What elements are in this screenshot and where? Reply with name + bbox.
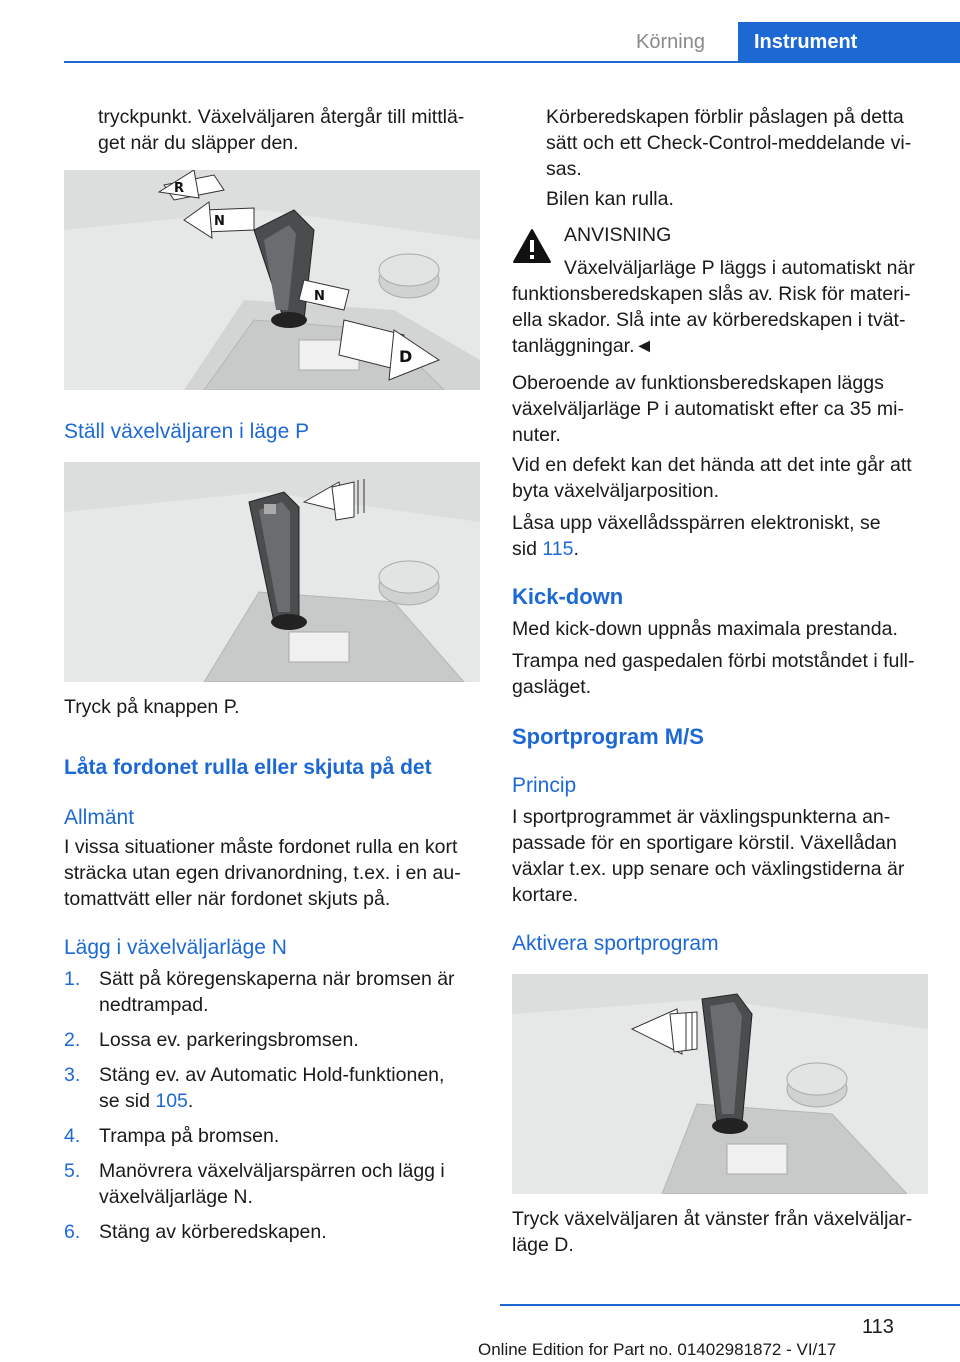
roll-text: Bilen kan rulla.: [546, 188, 674, 210]
principle-text: I sportprogrammet är växlingspunkterna an- passade för en sportigare körstil. Växellådan växlar t.ex. upp senare och växlingstiderna är kortare.: [512, 806, 905, 906]
label-n-lower: N: [314, 289, 325, 304]
list-item: 3. Stäng ev. av Automatic Hold-funktionen, se sid 105.: [64, 1064, 445, 1112]
heading-activate: Aktivera sportprogram: [512, 932, 719, 955]
header-rule: [64, 61, 960, 63]
heading-general: Allmänt: [64, 806, 135, 829]
kickdown-text: Med kick-down uppnås maximala prestanda.: [512, 618, 898, 640]
warning-body: funktionsberedskapen slås av. Risk för materi- ella skador. Slå inte av körberedskapen i tvät- tanläggningar.◄: [512, 283, 911, 357]
list-item: 4. Trampa på bromsen.: [64, 1125, 280, 1147]
figure-sport-mode: [512, 974, 928, 1194]
heading-kickdown: Kick-down: [512, 584, 624, 609]
unlock-text: Låsa upp växellådsspärren elektroniskt, se sid 115.: [512, 512, 881, 560]
heading-sport: Sportprogram M/S: [512, 724, 704, 749]
list-item: 5. Manövrera växelväljarspärren och lägg i växelväljarläge N.: [64, 1160, 445, 1208]
heading-neutral: Lägg i växelväljarläge N: [64, 936, 287, 959]
list-item: 6. Stäng av körberedskapen.: [64, 1221, 327, 1243]
park-instruction: Tryck på knappen P.: [64, 696, 240, 718]
figure-park-button: [64, 462, 480, 682]
warning-triangle-icon: [512, 228, 552, 264]
warning-line-1: Växelväljarläge P läggs i automatiskt när: [564, 257, 915, 279]
auto-park-text: Oberoende av funktionsberedskapen läggs växelväljarläge P i automatiskt efter ca 35 mi- nuter.: [512, 372, 904, 446]
intro-text: tryckpunkt. Växelväljaren återgår till mittlä- get när du släpper den.: [98, 106, 465, 154]
heading-principle: Princip: [512, 774, 577, 797]
neutral-steps-list: [64, 966, 480, 1254]
label-d: D: [399, 347, 413, 366]
footer-rule: [500, 1304, 960, 1306]
header-section-tab: Körning: [636, 30, 705, 53]
page-link-105[interactable]: 105: [155, 1090, 188, 1112]
page-link-115[interactable]: 115: [542, 538, 574, 560]
warning-title: ANVISNING: [564, 224, 672, 246]
general-text: I vissa situationer måste fordonet rulla en kort sträcka utan egen drivanordning, t.ex. i en au- tomattvätt eller när fordonet skjuts på.: [64, 836, 461, 910]
page-number: 113: [862, 1316, 894, 1338]
label-n-upper: N: [214, 214, 225, 229]
activate-text: Tryck växelväljaren åt vänster från växelväljar- läge D.: [512, 1208, 913, 1256]
continuation-text: Körberedskapen förblir påslagen på detta sätt och ett Check-Control-meddelande vi- sas.: [546, 106, 912, 180]
label-r: R: [174, 181, 185, 196]
header-chapter-tab: Instrument: [738, 22, 960, 62]
heading-park: Ställ växelväljaren i läge P: [64, 420, 310, 443]
list-item: 2. Lossa ev. parkeringsbromsen.: [64, 1029, 359, 1051]
list-item: 1. Sätt på köregenskaperna när bromsen är nedtrampad.: [64, 968, 455, 1016]
heading-roll: Låta fordonet rulla eller skjuta på det: [64, 756, 432, 779]
footer-edition: Online Edition for Part no. 01402981872 - VI/17: [478, 1340, 837, 1359]
figure-shifter-positions: [64, 170, 480, 390]
defect-text: Vid en defekt kan det hända att det inte går att byta växelväljarposition.: [512, 454, 912, 502]
kickdown-instruction: Trampa ned gaspedalen förbi motståndet i full- gasläget.: [512, 650, 915, 698]
